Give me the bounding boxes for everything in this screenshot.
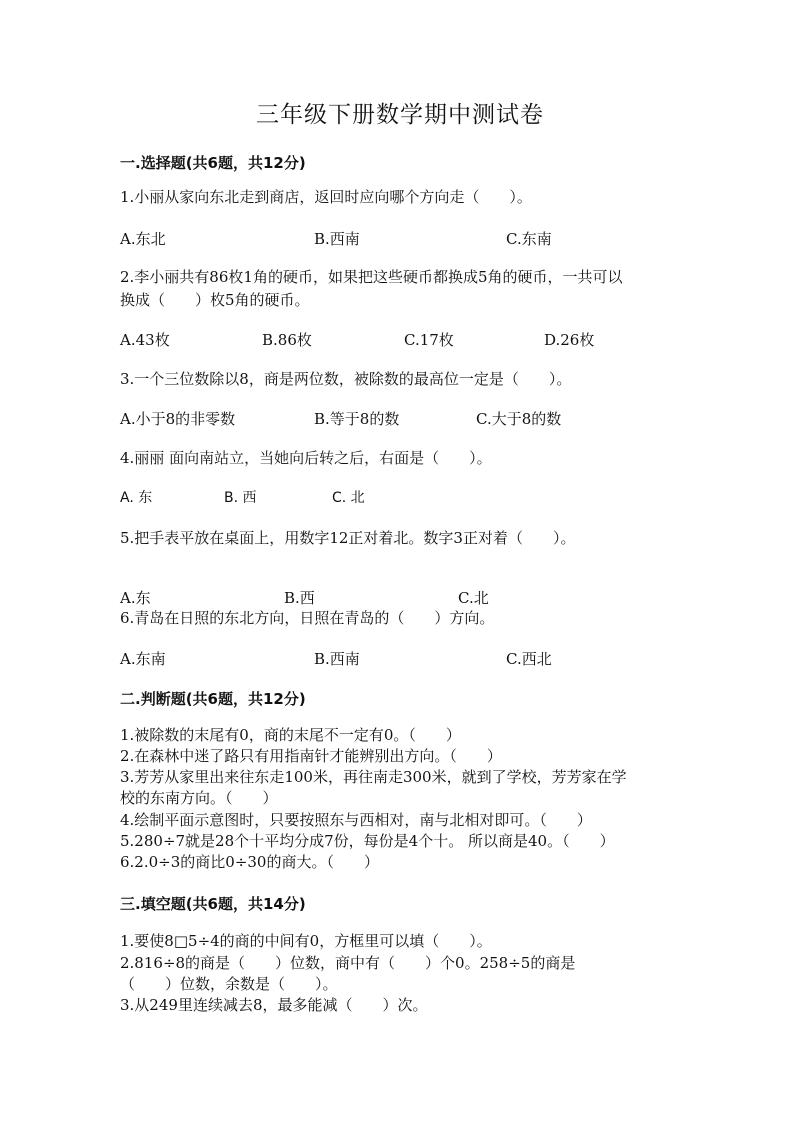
q4-option-a: A. 东 bbox=[120, 490, 153, 506]
question-5: 5.把手表平放在桌面上，用数字12正对着北。数字3正对着（ ）。 bbox=[120, 529, 576, 547]
question-1: 1.小丽从家向东北走到商店，返回时应向哪个方向走（ ）。 bbox=[120, 188, 532, 206]
judge-item-2: 2.在森林中迷了路只有用指南针才能辨别出方向。（ ） bbox=[120, 747, 502, 765]
q3-option-c: C.大于8的数 bbox=[476, 410, 562, 428]
question-2-line-1: 2.李小丽共有86枚1角的硬币，如果把这些硬币都换成5角的硬币，一共可以 bbox=[120, 268, 623, 286]
q2-option-c: C.17枚 bbox=[404, 331, 454, 349]
judge-item-6: 6.2.0÷3的商比0÷30的商大。（ ） bbox=[120, 853, 379, 871]
q4-option-c: C. 北 bbox=[332, 490, 365, 506]
section-heading-true-false: 二.判断题(共6题，共12分) bbox=[120, 690, 306, 708]
q2-option-a: A.43枚 bbox=[120, 331, 170, 349]
q2-option-d: D.26枚 bbox=[544, 331, 595, 349]
q1-option-a: A.东北 bbox=[120, 230, 166, 248]
q3-option-a: A.小于8的非零数 bbox=[120, 410, 236, 428]
q1-option-c: C.东南 bbox=[506, 230, 552, 248]
page-title: 三年级下册数学期中测试卷 bbox=[256, 102, 544, 128]
judge-item-5: 5.280÷7就是28个十平均分成7份，每份是4个十。 所以商是40。（ ） bbox=[120, 832, 615, 850]
fill-item-3: 3.从249里连续减去8，最多能减（ ）次。 bbox=[120, 996, 428, 1014]
q6-option-a: A.东南 bbox=[120, 650, 166, 668]
q2-option-b: B.86枚 bbox=[262, 331, 312, 349]
judge-item-3-line-1: 3.芳芳从家里出来往东走100米，再往南走300米，就到了学校，芳芳家在学 bbox=[120, 768, 627, 786]
fill-item-2-line-2: （ ）位数，余数是（ ）。 bbox=[120, 975, 338, 993]
section-heading-fill-in: 三.填空题(共6题，共14分) bbox=[120, 895, 306, 913]
question-2-line-2: 换成（ ）枚5角的硬币。 bbox=[120, 291, 310, 309]
q3-option-b: B.等于8的数 bbox=[314, 410, 400, 428]
q5-option-a: A.东 bbox=[120, 589, 151, 607]
fill-item-1: 1.要使8□5÷4的商的中间有0，方框里可以填（ ）。 bbox=[120, 932, 492, 950]
q6-option-b: B.西南 bbox=[314, 650, 360, 668]
judge-item-3-line-2: 校的东南方向。（ ） bbox=[120, 789, 278, 807]
question-6: 6.青岛在日照的东北方向，日照在青岛的（ ）方向。 bbox=[120, 609, 495, 627]
judge-item-1: 1.被除数的末尾有0，商的末尾不一定有0。（ ） bbox=[120, 726, 461, 744]
judge-item-4: 4.绘制平面示意图时，只要按照东与西相对，南与北相对即可。（ ） bbox=[120, 811, 592, 829]
fill-item-2-line-1: 2.816÷8的商是（ ）位数，商中有（ ）个0。258÷5的商是 bbox=[120, 954, 576, 972]
q5-option-c: C.北 bbox=[458, 589, 489, 607]
section-heading-choice: 一.选择题(共6题，共12分) bbox=[120, 154, 306, 172]
q4-option-b: B. 西 bbox=[224, 490, 257, 506]
question-3: 3.一个三位数除以8，商是两位数，被除数的最高位一定是（ ）。 bbox=[120, 370, 572, 388]
question-4: 4.丽丽 面向南站立，当她向后转之后，右面是（ ）。 bbox=[120, 449, 492, 467]
q1-option-b: B.西南 bbox=[314, 230, 360, 248]
q6-option-c: C.西北 bbox=[506, 650, 552, 668]
q5-option-b: B.西 bbox=[284, 589, 315, 607]
